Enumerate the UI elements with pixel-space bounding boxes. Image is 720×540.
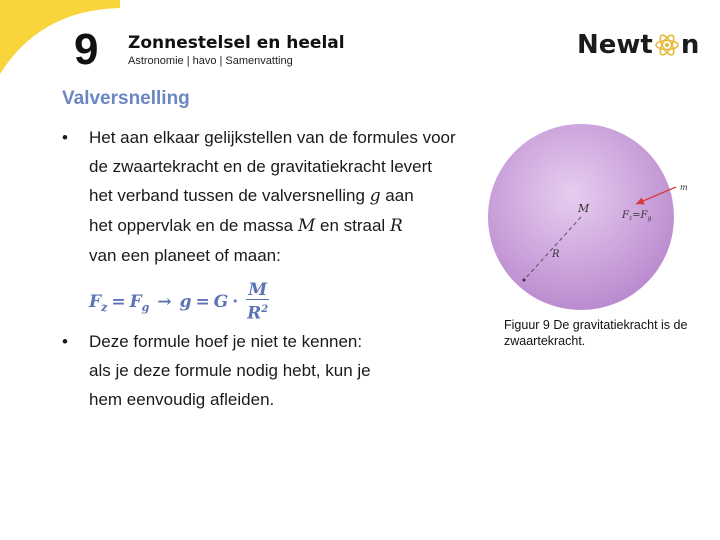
formula-sub: g xyxy=(141,300,150,314)
bullet-item-1 xyxy=(62,123,502,270)
den-base: R xyxy=(247,303,262,324)
bullet-line: de zwaartekracht en de gravitatiekracht levert xyxy=(89,157,433,176)
var-R: R xyxy=(389,216,403,236)
gravity-figure xyxy=(486,120,696,320)
formula-eq: = xyxy=(111,292,126,312)
center-dot xyxy=(523,279,526,282)
formula-dot: · xyxy=(232,292,239,312)
fraction-denominator xyxy=(247,300,268,324)
text-span: en straal xyxy=(315,216,390,235)
formula-F: F xyxy=(129,292,142,312)
var-M: M xyxy=(297,216,316,236)
bullet-item-2 xyxy=(62,327,502,414)
formula xyxy=(89,280,269,324)
formula-arrow: → xyxy=(157,292,172,312)
bullet-line: Deze formule hoef je niet te kennen: xyxy=(89,332,363,351)
logo-text-prefix: Newt xyxy=(577,30,653,60)
page-subtitle: Astronomie | havo | Samenvatting xyxy=(128,55,293,67)
bullet-line: hem eenvoudig afleiden. xyxy=(89,390,275,409)
label-M: M xyxy=(578,202,590,215)
bullet-line: als je deze formule nodig hebt, kun je xyxy=(89,361,371,380)
den-exponent: 2 xyxy=(261,303,269,315)
bullet-line: Het aan elkaar gelijkstellen van de formules voor xyxy=(89,128,456,147)
bullet-symbol: • xyxy=(62,128,68,147)
formula-eq: = xyxy=(195,292,210,312)
corner-accent xyxy=(0,0,120,74)
text-span: het verband tussen de valversnelling xyxy=(89,186,370,205)
logo-text-suffix: n xyxy=(680,30,700,60)
bullet-line: van een planeet of maan: xyxy=(89,246,281,265)
label-m: m xyxy=(680,183,688,192)
fraction-numerator: M xyxy=(248,279,268,300)
newton-logo xyxy=(577,30,699,60)
bullet-symbol: • xyxy=(62,332,68,351)
page-title: Zonnestelsel en heelal xyxy=(128,33,345,53)
formula-F: F xyxy=(89,292,102,312)
bullet-line xyxy=(89,211,502,241)
text-span: aan xyxy=(380,186,414,205)
label-force-equation: $F_z=F_g$ xyxy=(622,210,652,222)
formula-G: G xyxy=(213,292,229,312)
formula-sub: z xyxy=(101,300,108,314)
var-g: g xyxy=(369,186,381,206)
label-R: R xyxy=(552,249,560,260)
figure-caption: Figuur 9 De gravitatiekracht is de zwaartekracht. xyxy=(504,318,688,348)
text-span: het oppervlak en de massa xyxy=(89,216,298,235)
formula-fraction xyxy=(246,281,269,324)
formula-g: g xyxy=(179,292,192,312)
chapter-number: 9 xyxy=(74,25,99,74)
atom-icon xyxy=(654,32,680,58)
bullet-line xyxy=(89,181,502,211)
section-title: Valversnelling xyxy=(62,88,190,109)
